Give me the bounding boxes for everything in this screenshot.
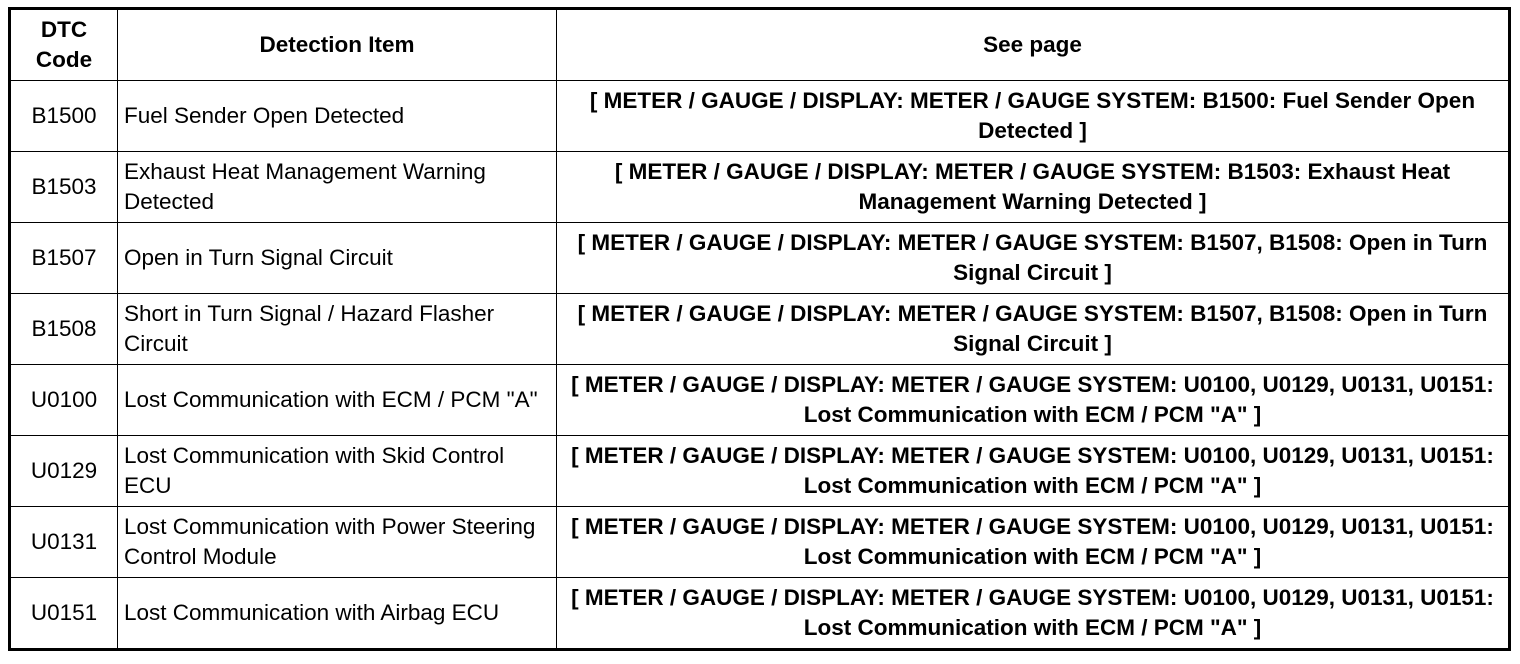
table-row [10,578,1510,650]
detection-item-cell: Exhaust Heat Management Warning Detected [118,152,557,223]
detection-item-cell: Open in Turn Signal Circuit [118,223,557,294]
see-page-link[interactable]: [ METER / GAUGE / DISPLAY: METER / GAUGE SYSTEM: U0100, U0129, U0131, U0151: Lost Communication with ECM / PCM "A" ] [557,507,1510,578]
header-see-page: See page [557,9,1510,81]
header-detection-item: Detection Item [118,9,557,81]
dtc-code-cell: U0151 [10,578,118,650]
detection-item-cell: Lost Communication with Power Steering Control Module [118,507,557,578]
table-row [10,223,1510,294]
table-row [10,81,1510,152]
dtc-code-cell: B1503 [10,152,118,223]
dtc-code-cell: U0129 [10,436,118,507]
see-page-link[interactable]: [ METER / GAUGE / DISPLAY: METER / GAUGE SYSTEM: U0100, U0129, U0131, U0151: Lost Communication with ECM / PCM "A" ] [557,365,1510,436]
detection-item-cell: Lost Communication with ECM / PCM "A" [118,365,557,436]
see-page-link[interactable]: [ METER / GAUGE / DISPLAY: METER / GAUGE SYSTEM: U0100, U0129, U0131, U0151: Lost Communication with ECM / PCM "A" ] [557,578,1510,650]
dtc-code-cell: B1508 [10,294,118,365]
table-row [10,294,1510,365]
table-body [10,81,1510,650]
detection-item-cell: Short in Turn Signal / Hazard Flasher Circuit [118,294,557,365]
dtc-code-cell: U0131 [10,507,118,578]
see-page-link[interactable]: [ METER / GAUGE / DISPLAY: METER / GAUGE SYSTEM: B1507, B1508: Open in Turn Signal Circuit ] [557,294,1510,365]
see-page-link[interactable]: [ METER / GAUGE / DISPLAY: METER / GAUGE SYSTEM: U0100, U0129, U0131, U0151: Lost Communication with ECM / PCM "A" ] [557,436,1510,507]
dtc-code-cell: B1507 [10,223,118,294]
dtc-code-cell: U0100 [10,365,118,436]
dtc-code-cell: B1500 [10,81,118,152]
see-page-link[interactable]: [ METER / GAUGE / DISPLAY: METER / GAUGE SYSTEM: B1500: Fuel Sender Open Detected ] [557,81,1510,152]
dtc-table [8,7,1511,651]
table-row [10,507,1510,578]
table-row [10,365,1510,436]
header-row [10,9,1510,81]
detection-item-cell: Fuel Sender Open Detected [118,81,557,152]
header-dtc-code: DTC Code [10,9,118,81]
table-row [10,436,1510,507]
detection-item-cell: Lost Communication with Skid Control ECU [118,436,557,507]
detection-item-cell: Lost Communication with Airbag ECU [118,578,557,650]
see-page-link[interactable]: [ METER / GAUGE / DISPLAY: METER / GAUGE SYSTEM: B1507, B1508: Open in Turn Signal Circuit ] [557,223,1510,294]
table-header [10,9,1510,81]
table-row [10,152,1510,223]
see-page-link[interactable]: [ METER / GAUGE / DISPLAY: METER / GAUGE SYSTEM: B1503: Exhaust Heat Management Warning Detected ] [557,152,1510,223]
